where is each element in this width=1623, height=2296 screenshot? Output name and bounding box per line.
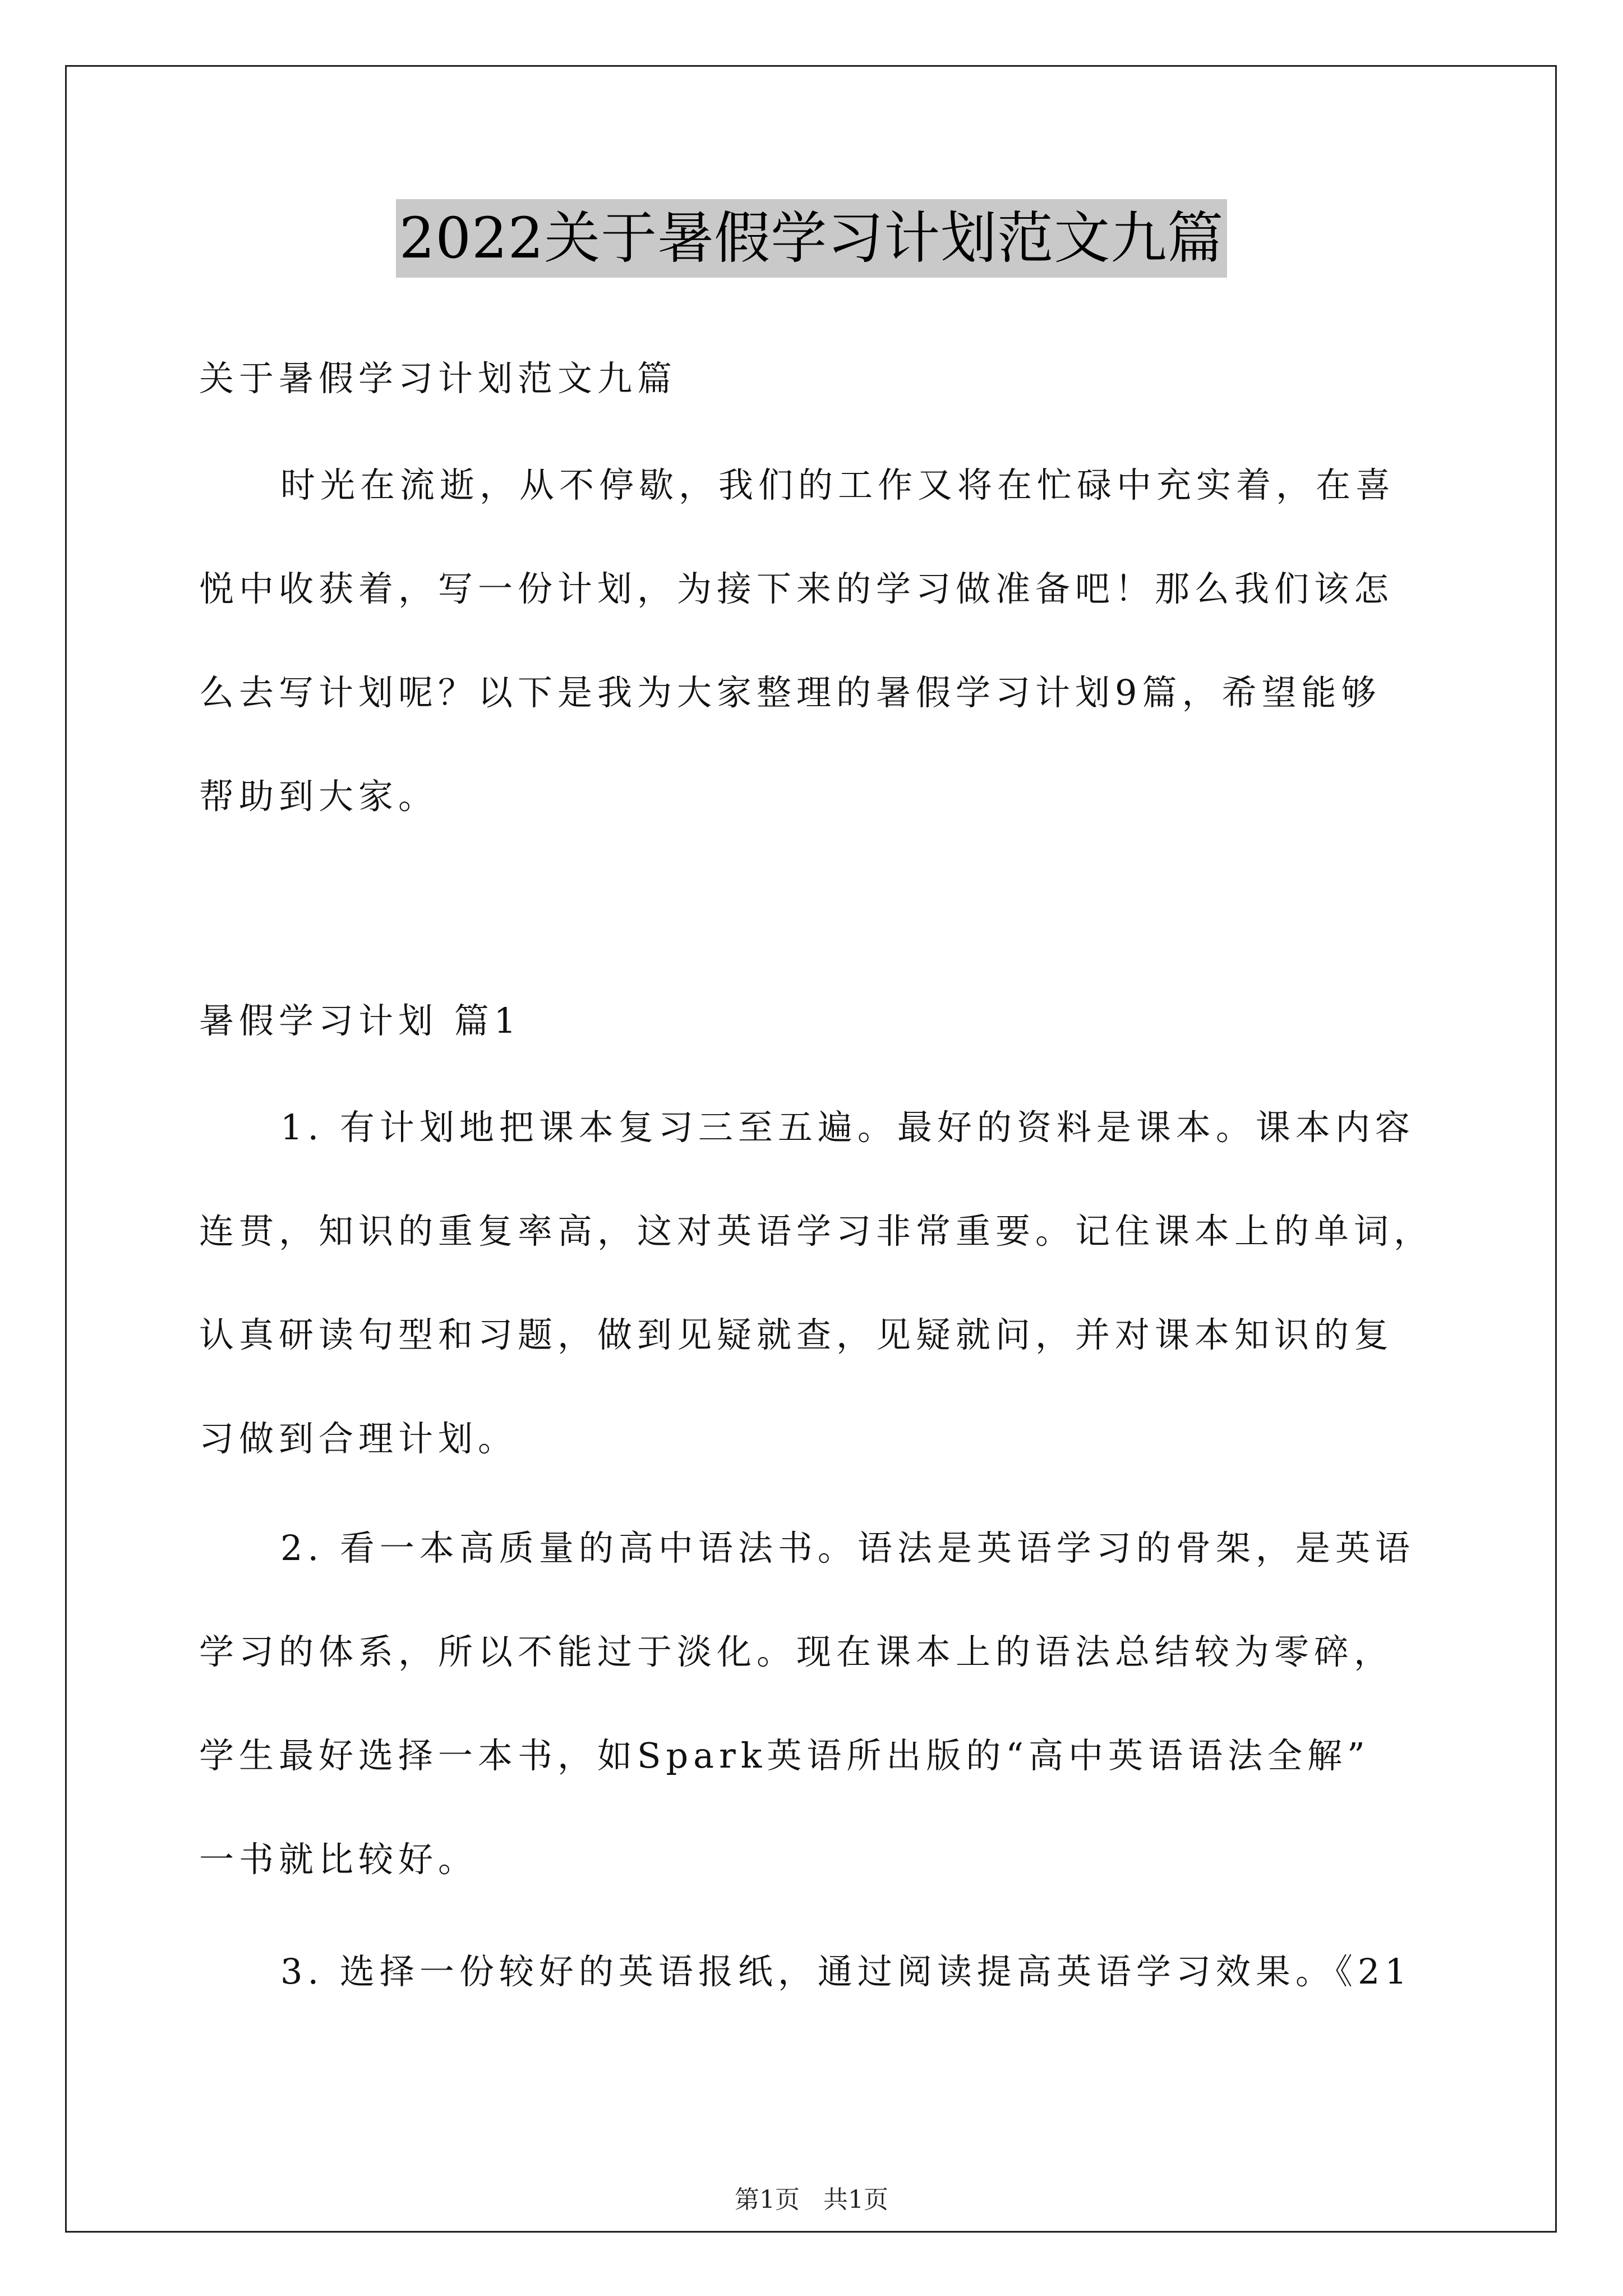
intro-line-1: 时光在流逝，从不停歇，我们的工作又将在忙碌中充实着，在喜 [280, 464, 1396, 505]
intro-line-3: 么去写计划呢？以下是我为大家整理的暑假学习计划9篇，希望能够 [199, 672, 1381, 713]
item1-line-2: 连贯，知识的重复率高，这对英语学习非常重要。记住课本上的单词， [199, 1211, 1434, 1251]
document-title-wrap [0, 199, 1623, 278]
subtitle-line: 关于暑假学习计划范文九篇 [199, 358, 677, 399]
item2-line-4: 一书就比较好。 [199, 1839, 478, 1880]
item3-line-1: 3. 选择一份较好的英语报纸，通过阅读提高英语学习效果。《21 [280, 1951, 1412, 1992]
item1-line-3: 认真研读句型和习题，做到见疑就查，见疑就问，并对课本知识的复 [199, 1314, 1394, 1355]
item2-line-2: 学习的体系，所以不能过于淡化。现在课本上的语法总结较为零碎， [199, 1631, 1394, 1672]
section-heading-1: 暑假学习计划 篇1 [199, 1000, 522, 1041]
intro-line-4: 帮助到大家。 [199, 776, 439, 817]
page-footer: 第1页 共1页 [735, 2185, 888, 2214]
item2-line-1: 2. 看一本高质量的高中语法书。语法是英语学习的骨架，是英语 [280, 1527, 1415, 1568]
item1-line-4: 习做到合理计划。 [199, 1418, 518, 1459]
document-title: 2022关于暑假学习计划范文九篇 [396, 199, 1228, 278]
intro-line-2: 悦中收获着，写一份计划，为接下来的学习做准备吧！那么我们该怎 [199, 568, 1394, 609]
item1-line-1: 1. 有计划地把课本复习三至五遍。最好的资料是课本。课本内容 [280, 1107, 1415, 1148]
item2-line-3: 学生最好选择一本书，如Spark英语所出版的“高中英语语法全解” [199, 1735, 1370, 1776]
